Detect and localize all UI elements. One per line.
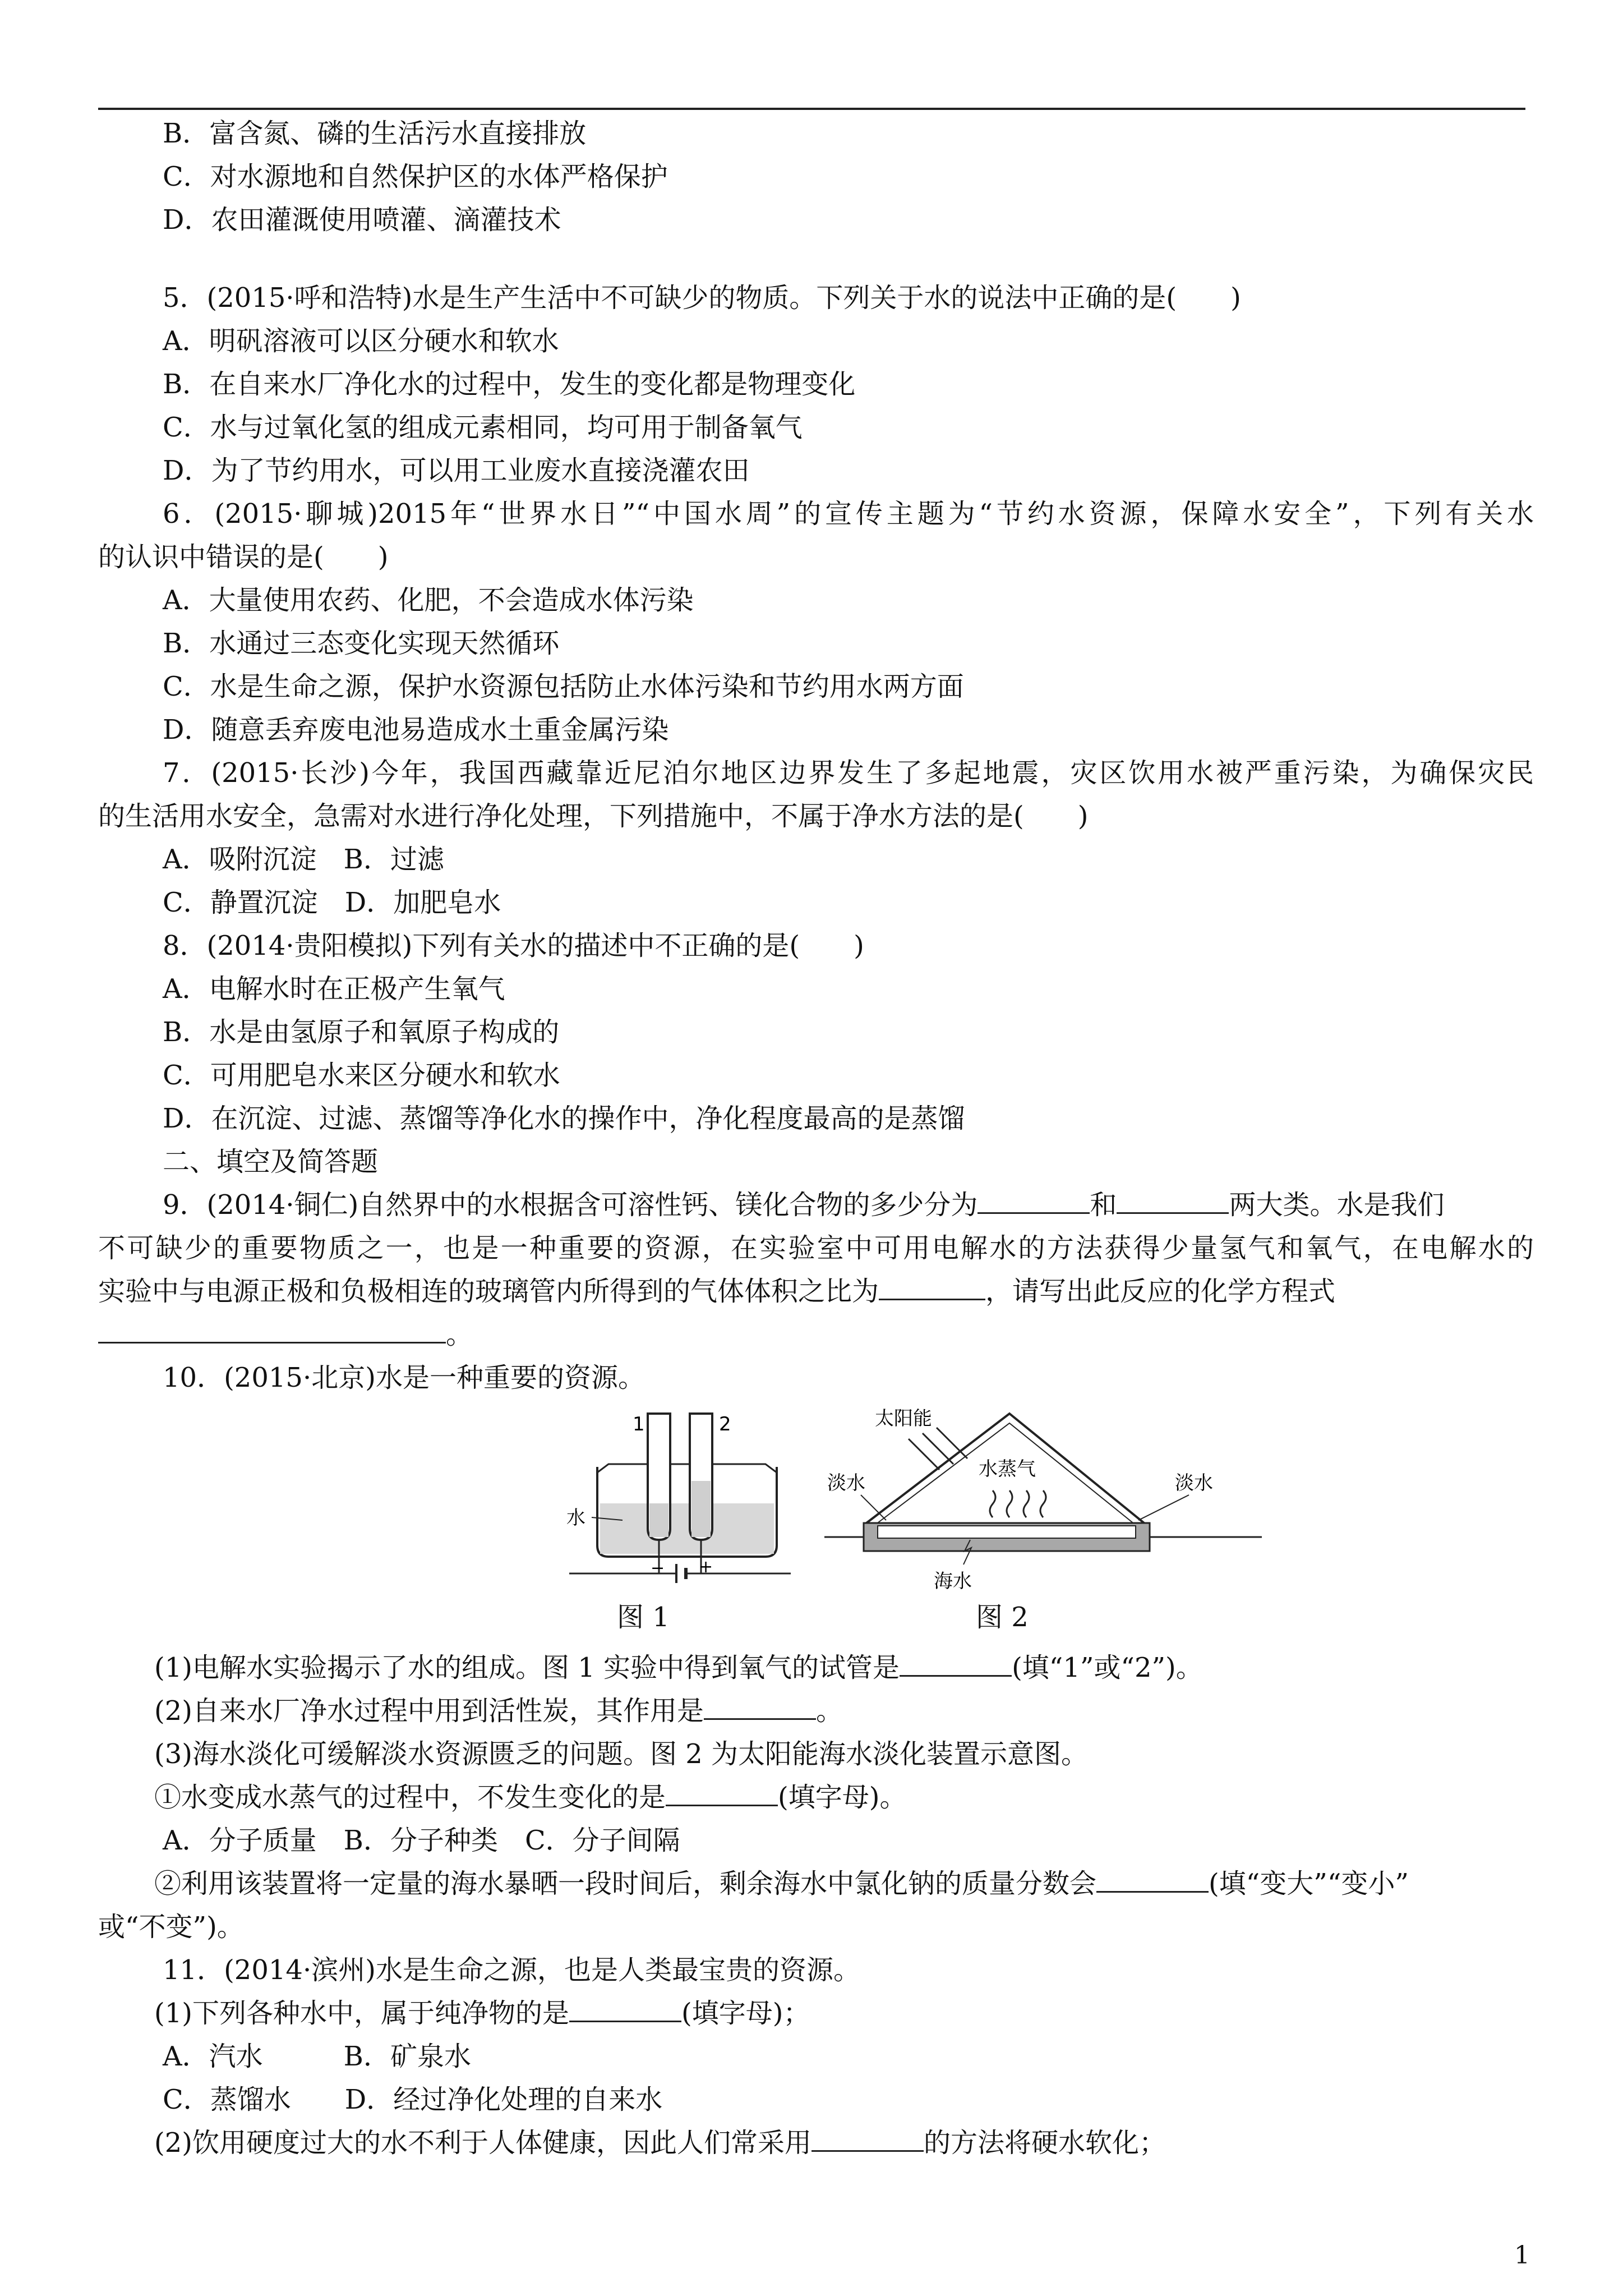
q10-part3-2-text: ②利用该装置将一定量的海水暴晒一段时间后，剩余海水中氯化钠的质量分数会 <box>154 1868 1097 1899</box>
tube-2-water <box>691 1481 711 1537</box>
q10-part3: (3)海水淡化可缓解淡水资源匮乏的问题。图 2 为太阳能海水淡化装置示意图。 <box>154 1738 1089 1770</box>
q10-figures <box>98 1400 1534 1646</box>
q5-stem: 5．(2015·呼和浩特)水是生产生活中不可缺少的物质。下列关于水的说法中正确的是( ) <box>163 282 1241 314</box>
q8-option-b: B．水是由氢原子和氧原子构成的 <box>163 1016 560 1048</box>
q9-text-a: 9．(2014·铜仁)自然界中的水根据含可溶性钙、镁化合物的多少分为 <box>163 1189 978 1221</box>
q10-blank-4[interactable] <box>1096 1864 1209 1893</box>
q9-blank-2[interactable] <box>1117 1185 1229 1214</box>
tube-1-water <box>649 1503 668 1537</box>
q11-part2-end: 的方法将硬水软化； <box>924 2127 1166 2159</box>
q9-blank-3[interactable] <box>879 1272 985 1300</box>
header-rule <box>98 108 1525 110</box>
q6-option-b: B．水通过三态变化实现天然循环 <box>163 628 560 659</box>
trough-rim <box>597 1464 777 1473</box>
q11-blank-1[interactable] <box>569 1994 681 2022</box>
q10-part3-1 <box>98 1776 1534 1819</box>
vapor-label: 水蒸气 <box>979 1458 1036 1480</box>
seawater-label: 海水 <box>934 1570 972 1590</box>
q11-part2-text: (2)饮用硬度过大的水不利于人体健康，因此人们常采用 <box>154 2127 811 2159</box>
worksheet-body <box>98 112 1534 2165</box>
section-heading: 二、填空及简答题 <box>163 1146 379 1177</box>
q7-stem-line1: 7．(2015·长沙)今年，我国西藏靠近尼泊尔地区边界发生了多起地震，灾区饮用水被严重污染，为确保灾民 <box>163 757 1534 789</box>
q6-option-c: C．水是生命之源，保护水资源包括防止水体污染和节约用水两方面 <box>163 671 964 702</box>
figure-2-caption: 图 2 <box>976 1602 1029 1633</box>
q9-text-b: 和 <box>1090 1189 1117 1221</box>
q10-blank-1[interactable] <box>900 1648 1012 1677</box>
water-fill <box>600 1503 774 1554</box>
desalination-figure <box>824 1400 1262 1590</box>
q10-part1-hint: (填“1”或“2”)。 <box>1012 1652 1203 1683</box>
q9-text-end: 。 <box>446 1319 473 1350</box>
q10-part3-1-hint: (填字母)。 <box>778 1782 907 1813</box>
q5-option-b: B．在自来水厂净化水的过程中，发生的变化都是物理变化 <box>163 369 856 400</box>
sun-label: 太阳能 <box>875 1407 932 1430</box>
tube-2-label: 2 <box>719 1413 731 1435</box>
q7-stem-line2: 的生活用水安全，急需对水进行净化处理，下列措施中，不属于净水方法的是( ) <box>98 800 1089 832</box>
q9-line2: 不可缺少的重要物质之一，也是一种重要的资源，在实验室中可用电解水的方法获得少量氢气和氧气，在电解水的 <box>98 1232 1534 1264</box>
q7-options-row2: C．静置沉淀 D．加肥皂水 <box>163 887 501 918</box>
q11-part1-text: (1)下列各种水中，属于纯净物的是 <box>154 1998 569 2029</box>
q10-part3-2 <box>98 1862 1534 1906</box>
q10-part3-2-hint: (填“变大”“变小” <box>1209 1868 1409 1899</box>
fresh-right-pointer <box>1138 1495 1189 1520</box>
q11-part2 <box>98 2122 1534 2165</box>
electrolysis-figure <box>566 1405 830 1590</box>
q11-part1 <box>98 1992 1534 2035</box>
q11-options-row1: A．汽水 B．矿泉水 <box>163 2041 471 2072</box>
q10-part2-text: (2)自来水厂净水过程中用到活性炭，其作用是 <box>154 1695 704 1727</box>
q10-part1 <box>98 1646 1534 1690</box>
q10-stem: 10．(2015·北京)水是一种重要的资源。 <box>163 1362 645 1393</box>
q9-blank-1[interactable] <box>978 1185 1090 1214</box>
q9-line3 <box>98 1270 1534 1313</box>
q10-blank-3[interactable] <box>666 1778 778 1806</box>
q6-stem-line2: 的认识中错误的是( ) <box>98 541 389 573</box>
q7-options-row1: A．吸附沉淀 B．过滤 <box>163 844 444 875</box>
q9-text-e: ，请写出此反应的化学方程式 <box>985 1276 1336 1307</box>
minus-sign: − <box>651 1558 665 1578</box>
page-number: 1 <box>1514 2241 1530 2270</box>
q10-part1-text: (1)电解水实验揭示了水的组成。图 1 实验中得到氧气的试管是 <box>154 1652 900 1683</box>
q5-option-a: A．明矾溶液可以区分硬水和软水 <box>163 325 559 357</box>
q9-line1 <box>98 1184 1534 1227</box>
seawater-pool <box>878 1526 1136 1538</box>
q6-stem-line1: 6．(2015·聊城)2015年“世界水日”“中国水周”的宣传主题为“节约水资源，保障水安全”，下列有关水 <box>163 498 1534 530</box>
tube-1-label: 1 <box>633 1413 645 1435</box>
q8-option-a: A．电解水时在正极产生氧气 <box>163 973 505 1005</box>
q10-part3-1-text: ①水变成水蒸气的过程中，不发生变化的是 <box>154 1782 666 1813</box>
q8-stem: 8．(2014·贵阳模拟)下列有关水的描述中不正确的是( ) <box>163 930 864 961</box>
fresh-water-left-label: 淡水 <box>827 1472 865 1494</box>
q10-part2 <box>98 1690 1534 1733</box>
q5-option-c: C．水与过氧化氢的组成元素相同，均可用于制备氧气 <box>163 412 803 443</box>
sunlight-arrows <box>909 1428 967 1470</box>
water-label: 水 <box>566 1507 585 1529</box>
q6-option-a: A．大量使用农药、化肥，不会造成水体污染 <box>163 585 694 616</box>
q5-option-d: D．为了节约用水，可以用工业废水直接浇灌农田 <box>163 455 750 486</box>
q10-part2-end: 。 <box>816 1695 843 1727</box>
q9-text-c: 两大类。水是我们 <box>1229 1189 1445 1221</box>
q6-option-d: D．随意丢弃废电池易造成水土重金属污染 <box>163 714 669 746</box>
q11-part1-hint: (填字母)； <box>681 1998 810 2029</box>
q11-blank-2[interactable] <box>811 2123 924 2152</box>
figure-1-caption: 图 1 <box>617 1602 670 1633</box>
q8-option-c: C．可用肥皂水来区分硬水和软水 <box>163 1060 560 1091</box>
plus-sign: + <box>699 1557 713 1577</box>
vapor-waves <box>990 1490 1046 1517</box>
q11-stem: 11．(2014·滨州)水是生命之源，也是人类最宝贵的资源。 <box>163 1954 860 1986</box>
q9-line4 <box>98 1313 1534 1356</box>
fresh-water-right-label: 淡水 <box>1175 1472 1213 1494</box>
q8-option-d: D．在沉淀、过滤、蒸馏等净化水的操作中，净化程度最高的是蒸馏 <box>163 1103 965 1134</box>
q10-part3-1-options: A．分子质量 B．分子种类 C．分子间隔 <box>163 1825 680 1856</box>
q10-blank-2[interactable] <box>704 1691 816 1720</box>
q9-text-d: 实验中与电源正极和负极相连的玻璃管内所得到的气体体积之比为 <box>98 1276 879 1307</box>
q10-part3-2-cont: 或“不变”)。 <box>98 1911 244 1943</box>
q4-option-d: D．农田灌溉使用喷灌、滴灌技术 <box>163 204 561 236</box>
q9-blank-4[interactable] <box>98 1315 446 1343</box>
q4-option-b: B．富含氮、磷的生活污水直接排放 <box>163 118 587 149</box>
q4-option-c: C．对水源地和自然保护区的水体严格保护 <box>163 161 668 192</box>
q11-options-row2: C．蒸馏水 D．经过净化处理的自来水 <box>163 2084 663 2115</box>
